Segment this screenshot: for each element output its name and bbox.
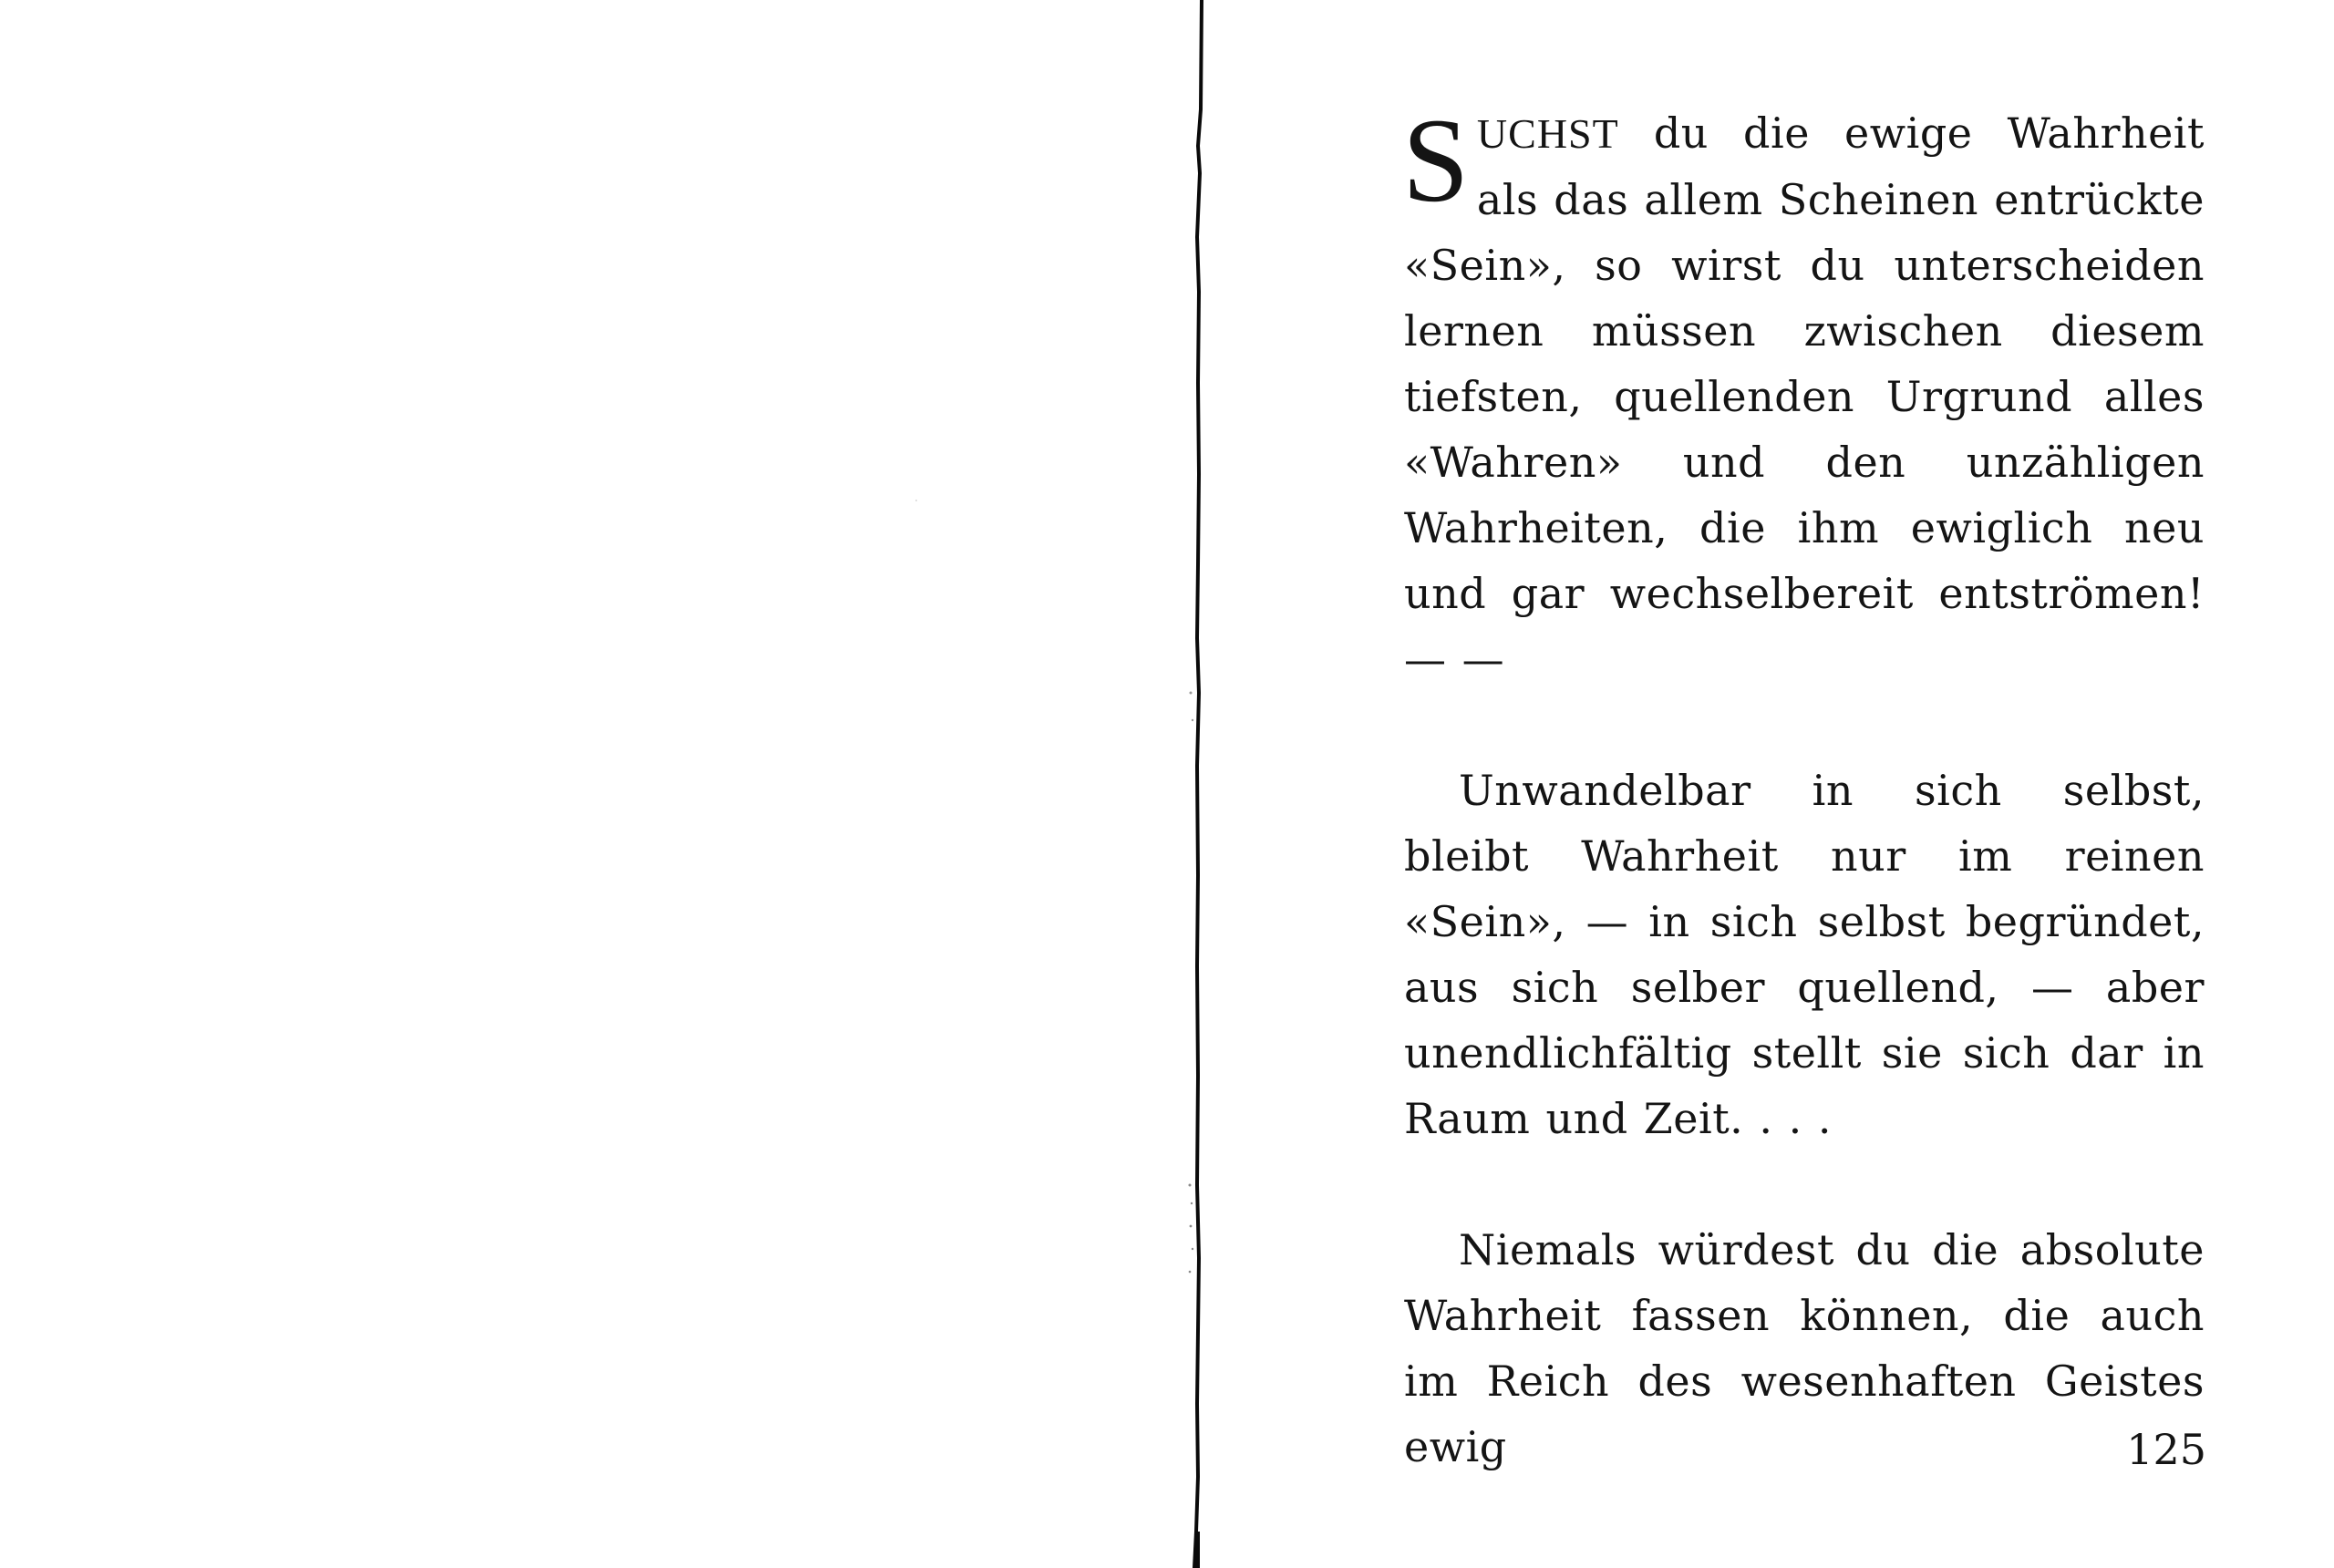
book-gutter (1182, 0, 1209, 1568)
page-number: 125 (2126, 1425, 2206, 1474)
paragraph-1 (1402, 93, 2205, 692)
gutter-shadow-line (1182, 0, 1209, 1568)
paragraph-3: Niemals würdest du die absolute Wahrheit fassen können, die auch im Reich des wesenhaften Geistes ewig (1404, 1225, 2205, 1471)
drop-cap: S (1402, 93, 1470, 227)
right-page (1213, 0, 2334, 1568)
paragraph-2: Unwandelbar in sich selbst, bleibt Wahrheit nur im reinen «Sein», — in sich selbst begründet, aus sich selber quellend, — aber unendlichfältig stellt sie sich dar in Raum und Zeit. . . . (1404, 766, 2205, 1143)
paragraph-1-text: du die ewige Wahrheit als das allem Scheinen entrückte «Sein», so wirst du unterscheiden lernen müssen zwischen diesem tiefsten, quellenden Urgrund alles «Wahren» und den unzähligen Wahrheiten, die ihm ewiglich neu und gar wechselbereit entströmen! — — (1404, 108, 2205, 684)
body-text (1402, 93, 2205, 1480)
paper-speck (915, 500, 917, 501)
lead-small-caps: UCHST (1476, 110, 1619, 157)
